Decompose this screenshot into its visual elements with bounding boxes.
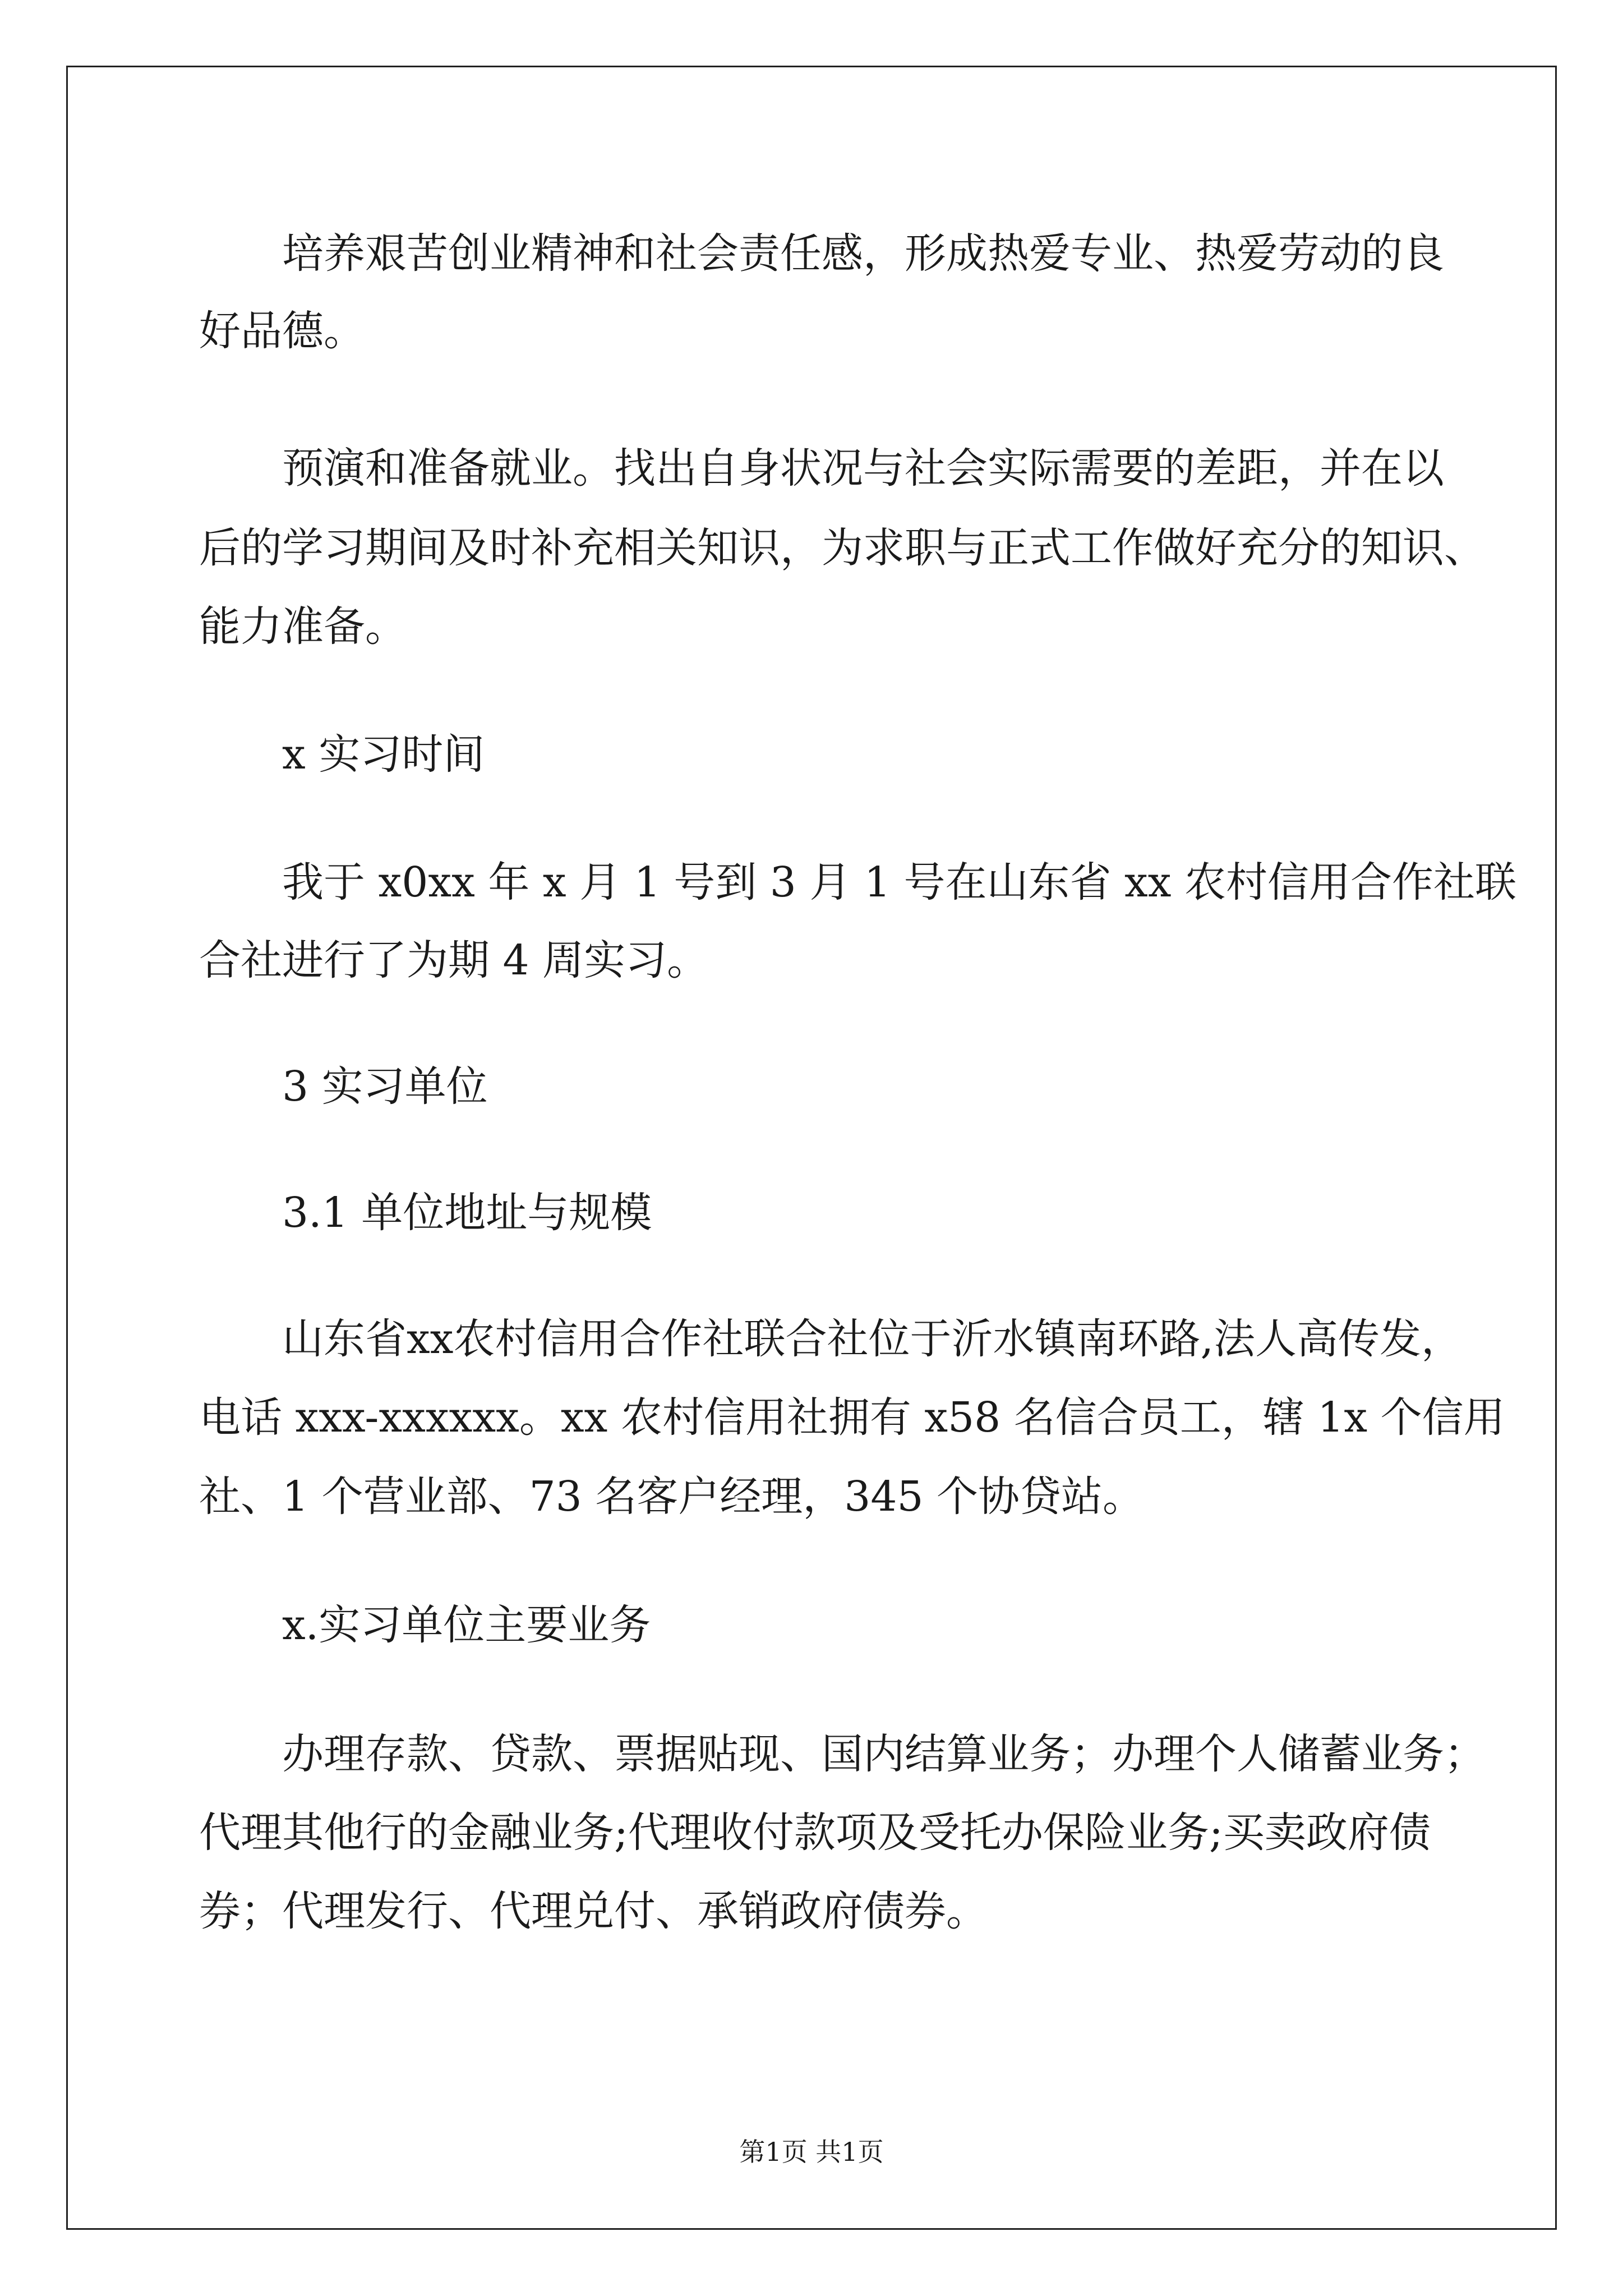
- text-line: 合社进行了为期 4 周实习。: [199, 936, 709, 984]
- text-line: 办理存款、贷款、票据贴现、国内结算业务；办理个人储蓄业务；: [282, 1730, 1486, 1778]
- page-footer: 第1页 共1页: [739, 2137, 884, 2167]
- text-line: 好品德。: [199, 307, 365, 355]
- text-line: x 实习时间: [282, 730, 485, 779]
- text-line: 券；代理发行、代理兑付、承销政府债券。: [199, 1887, 988, 1935]
- text-line: 预演和准备就业。找出自身状况与社会实际需要的差距，并在以: [282, 444, 1444, 493]
- text-line: x.实习单位主要业务: [282, 1601, 651, 1649]
- text-line: 我于 x0xx 年 x 月 1 号到 3 月 1 号在山东省 xx 农村信用合作社联: [282, 858, 1516, 907]
- text-line: 电话 xxx-xxxxxx。xx 农村信用社拥有 x58 名信合员工，辖 1x 个信用: [199, 1393, 1505, 1442]
- text-line: 3.1 单位地址与规模: [282, 1189, 652, 1237]
- text-line: 能力准备。: [199, 602, 407, 651]
- text-line: 代理其他行的金融业务;代理收付款项及受托办保险业务;买卖政府债: [199, 1809, 1431, 1857]
- text-line: 培养艰苦创业精神和社会责任感，形成热爱专业、热爱劳动的良: [282, 229, 1444, 278]
- text-line: 社、1 个营业部、73 名客户经理，345 个协贷站。: [199, 1473, 1145, 1521]
- text-line: 山东省xx农村信用合作社联合社位于沂水镇南环路,法人高传发，: [282, 1315, 1463, 1363]
- text-line: 3 实习单位: [282, 1062, 488, 1111]
- text-line: 后的学习期间及时补充相关知识，为求职与正式工作做好充分的知识、: [199, 524, 1486, 572]
